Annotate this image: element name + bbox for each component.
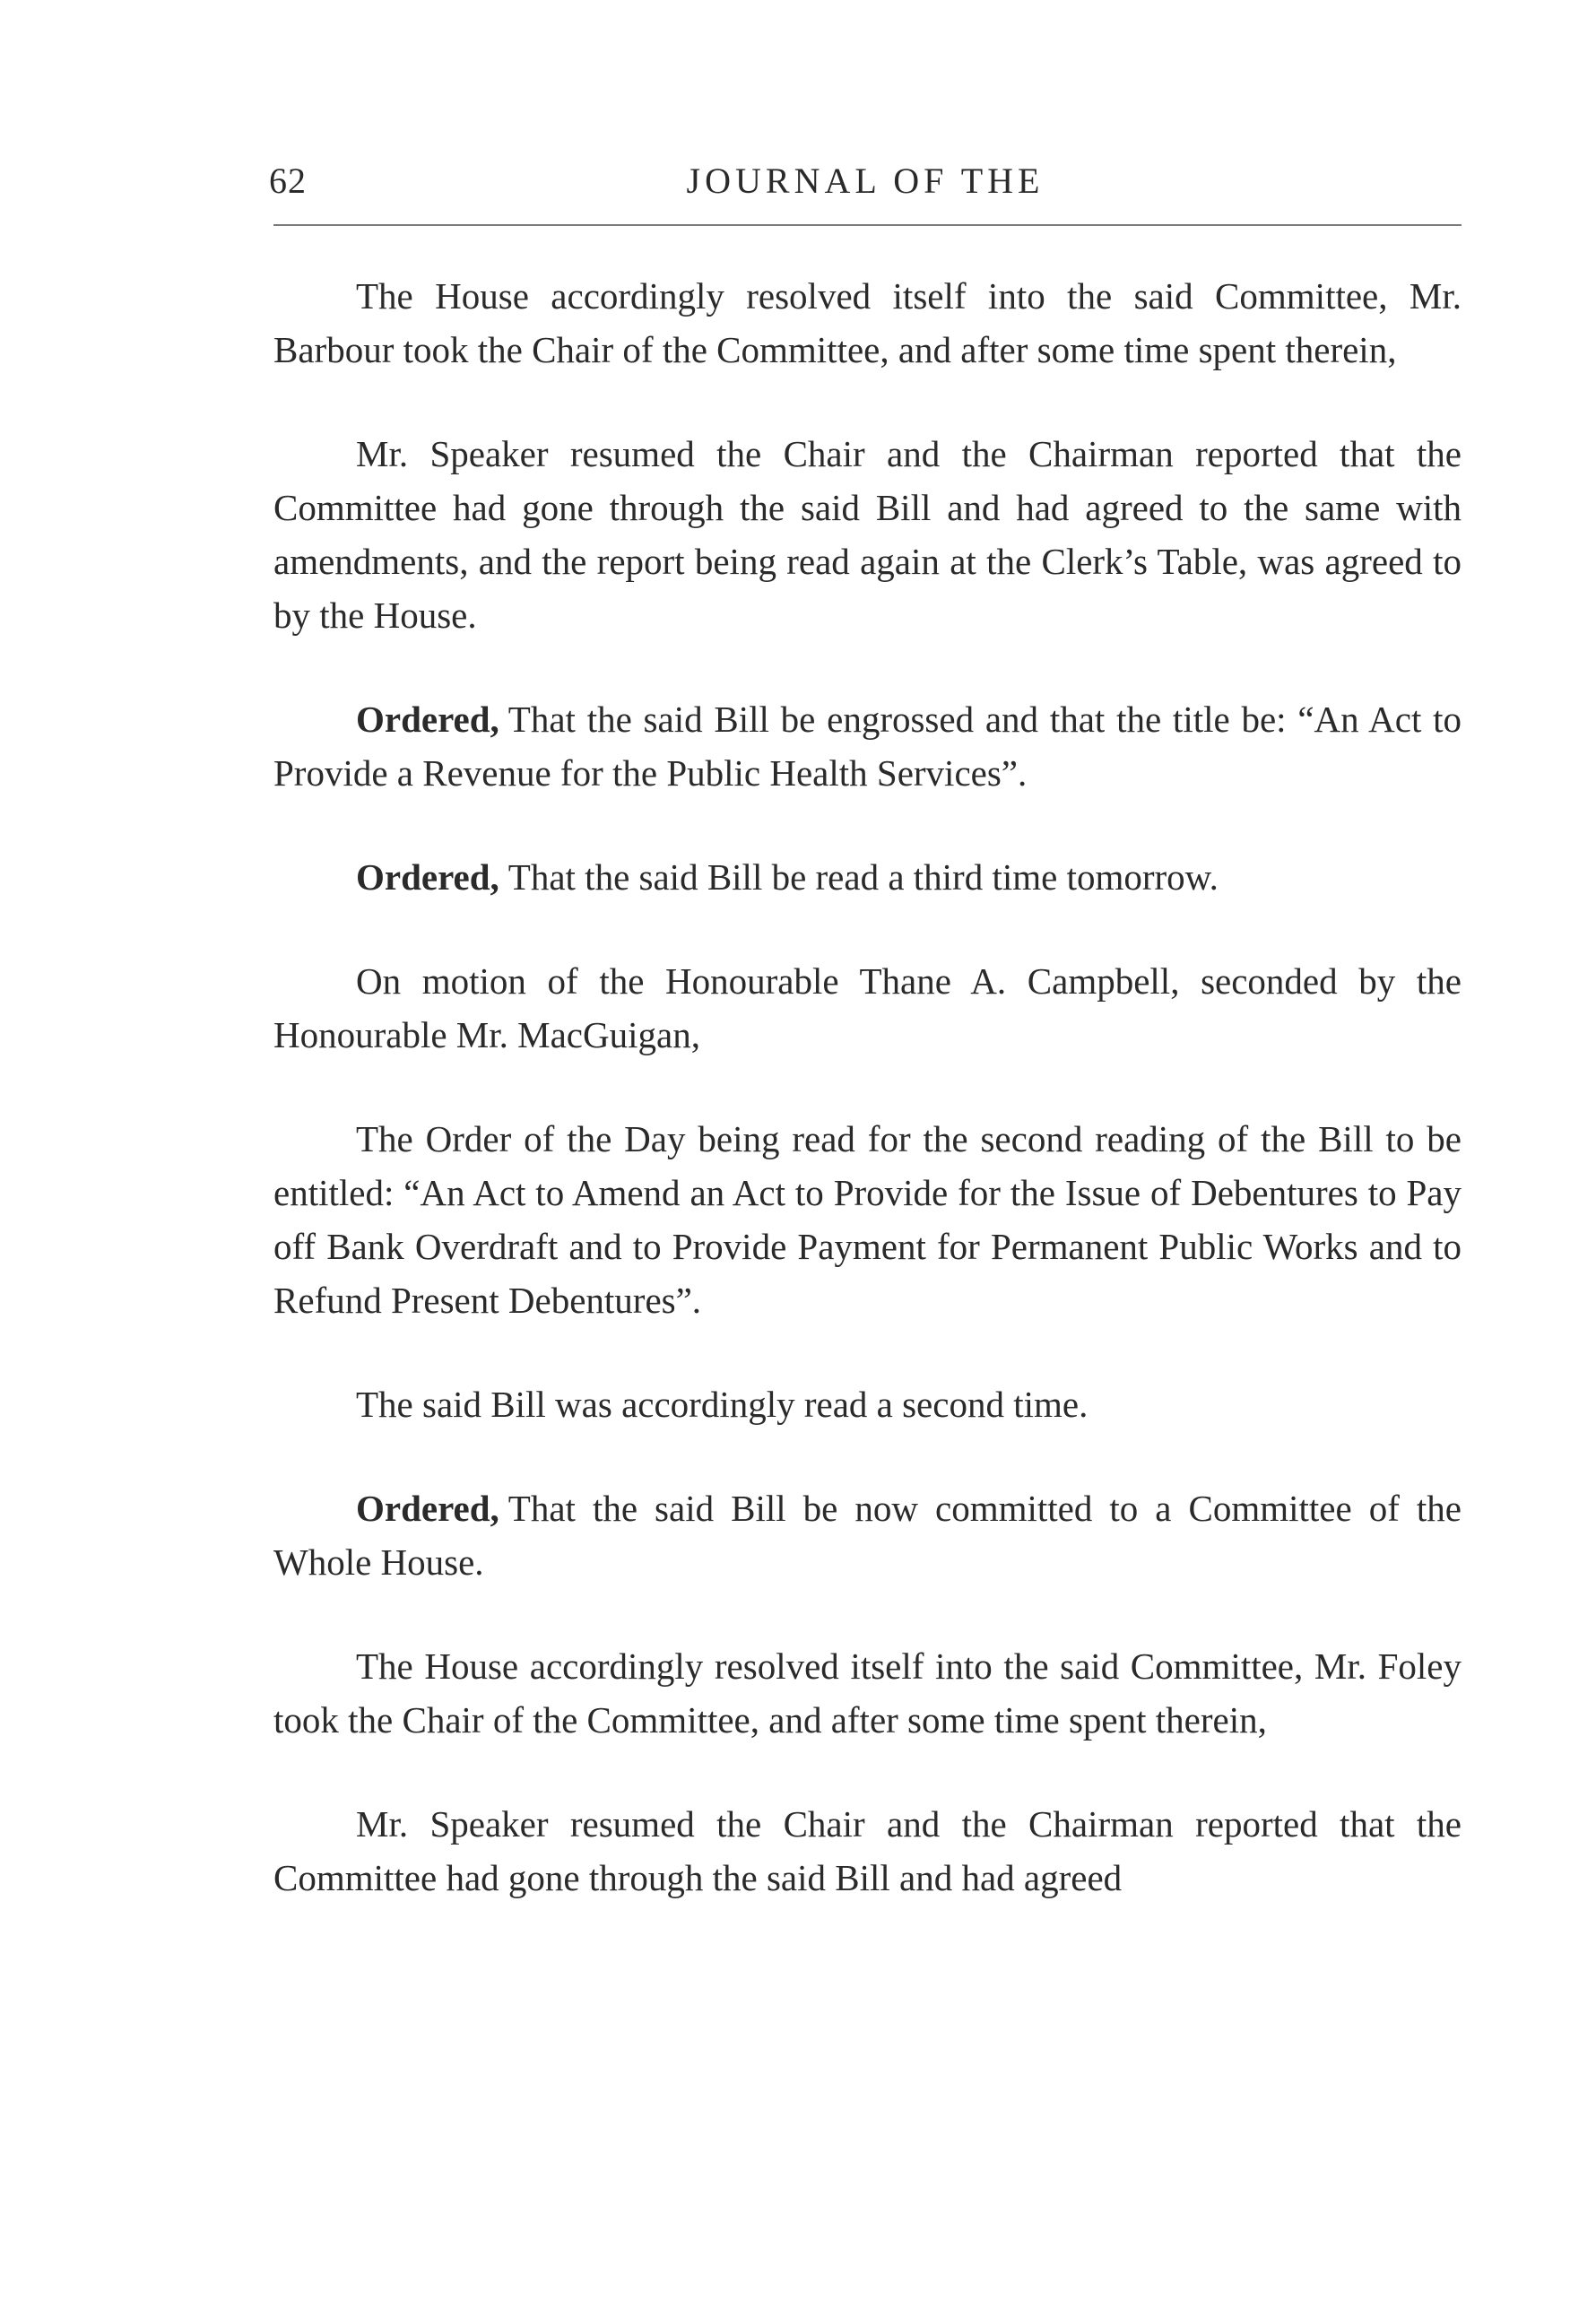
paragraph bbox=[273, 1377, 1462, 1431]
paragraph-text: The Order of the Day being read for the second reading of the Bill to be entitled: “An Act to Amend an Act to Provide for the Issue of Debentures to Pay off Bank Overdraft and to Provide Payment for Permanent Public Works and to Refund Present Debentures”. bbox=[273, 1118, 1462, 1321]
paragraph-text: The House accordingly resolved itself into the said Committee, Mr. Foley took the Chair of the Committee, and after some time spent therein, bbox=[273, 1645, 1462, 1741]
ordered-label: Ordered, bbox=[356, 856, 499, 898]
running-head: JOURNAL OF THE bbox=[686, 161, 1045, 201]
paragraph bbox=[273, 427, 1462, 642]
header-rule bbox=[273, 224, 1462, 226]
paragraph-text: The House accordingly resolved itself into the said Committee, Mr. Barbour took the Chair of the Committee, and after some time spent therein, bbox=[273, 275, 1462, 370]
paragraph-text: Mr. Speaker resumed the Chair and the Chairman reported that the Committee had gone through the said Bill and had agreed bbox=[273, 1803, 1462, 1898]
ordered-paragraph bbox=[273, 850, 1462, 904]
paragraph bbox=[273, 269, 1462, 377]
paragraph-text: That the said Bill be engrossed and that the title be: “An Act to Provide a Revenue for the Public Health Services”. bbox=[273, 699, 1462, 794]
page-number: 62 bbox=[269, 161, 307, 201]
paragraph bbox=[273, 1639, 1462, 1747]
paragraph bbox=[273, 1797, 1462, 1905]
ordered-label: Ordered, bbox=[356, 699, 499, 740]
paragraph-text: Mr. Speaker resumed the Chair and the Chairman reported that the Committee had gone through the said Bill and had agreed to the same with amendments, and the report being read again at the Clerk’s Table, was agreed to by the House. bbox=[273, 433, 1462, 636]
paragraph-text: That the said Bill be read a third time tomorrow. bbox=[507, 856, 1219, 898]
journal-body bbox=[273, 269, 1462, 1955]
ordered-label: Ordered, bbox=[356, 1488, 499, 1529]
ordered-paragraph bbox=[273, 692, 1462, 800]
paragraph bbox=[273, 954, 1462, 1062]
paragraph-text: That the said Bill be now committed to a Committee of the Whole House. bbox=[273, 1488, 1462, 1583]
paragraph bbox=[273, 1112, 1462, 1327]
paragraph-text: On motion of the Honourable Thane A. Campbell, seconded by the Honourable Mr. MacGuigan, bbox=[273, 960, 1462, 1055]
paragraph-text: The said Bill was accordingly read a second time. bbox=[356, 1384, 1089, 1425]
page-header bbox=[269, 160, 1462, 213]
ordered-paragraph bbox=[273, 1481, 1462, 1589]
